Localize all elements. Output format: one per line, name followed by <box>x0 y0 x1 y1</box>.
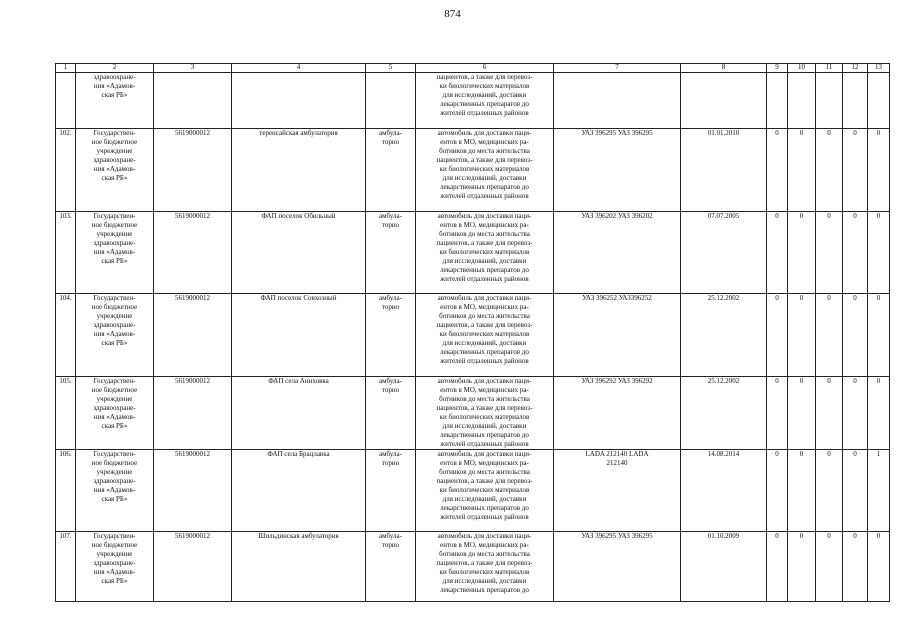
date-cell: 01.10.2009 <box>681 532 767 602</box>
page-number: 874 <box>444 8 461 20</box>
vehicle-cell: УАЗ 396295 УАЗ 396295 <box>554 129 681 212</box>
value-cell: 0 <box>788 294 816 377</box>
organization-cell: Государствен- ное бюджетное учреждение здравоохране- ния «Адамов- ская РБ» <box>76 532 154 602</box>
value-cell: 0 <box>816 377 843 450</box>
row-number: 102. <box>56 129 76 212</box>
value-cell: 1 <box>868 450 890 532</box>
code-cell: 5619000012 <box>154 532 232 602</box>
organization-cell: Государствен- ное бюджетное учреждение здравоохране- ния «Адамов- ская РБ» <box>76 377 154 450</box>
date-cell: 14.08.2014 <box>681 450 767 532</box>
value-cell: 0 <box>843 450 868 532</box>
facility-cell: ФАП поселок Совхозный <box>232 294 366 377</box>
type-cell: амбула- торно <box>366 212 416 294</box>
value-cell: 0 <box>767 129 788 212</box>
value-cell: 0 <box>816 532 843 602</box>
column-header: 9 <box>767 64 788 73</box>
column-header: 1 <box>56 64 76 73</box>
organization-cell: здравоохране- ния «Адамов- ская РБ» <box>76 73 154 129</box>
row-number: 106. <box>56 450 76 532</box>
facility-cell: теренсайская амбулатория <box>232 129 366 212</box>
facility-cell: ФАП поселок Обильный <box>232 212 366 294</box>
column-header: 3 <box>154 64 232 73</box>
value-cell: 0 <box>767 532 788 602</box>
facility-cell: ФАП села Аниховка <box>232 377 366 450</box>
table-row <box>56 377 890 450</box>
value-cell: 0 <box>788 212 816 294</box>
column-header: 10 <box>788 64 816 73</box>
value-cell: 0 <box>843 294 868 377</box>
organization-cell: Государствен- ное бюджетное учреждение здравоохране- ния «Адамов- ская РБ» <box>76 129 154 212</box>
table-row <box>56 450 890 532</box>
code-cell: 5619000012 <box>154 377 232 450</box>
date-cell: 07.07.2005 <box>681 212 767 294</box>
organization-cell: Государствен- ное бюджетное учреждение здравоохране- ния «Адамов- ская РБ» <box>76 294 154 377</box>
row-number: 104. <box>56 294 76 377</box>
table-row <box>56 532 890 602</box>
purpose-cell: автомобиль для доставки паци- ентов в МО, медицинских ра- ботников до места жительства пациентов, а также для перевоз- ки биологических материалов для исследований, доставки лекарственных препаратов до жителей отдаленных районов <box>416 450 554 532</box>
row-number: 103. <box>56 212 76 294</box>
column-header: 6 <box>416 64 554 73</box>
value-cell: 0 <box>868 532 890 602</box>
type-cell: амбула- торно <box>366 377 416 450</box>
vehicle-cell: УАЗ 396295 УАЗ 396295 <box>554 532 681 602</box>
column-header: 8 <box>681 64 767 73</box>
row-number: 107. <box>56 532 76 602</box>
type-cell: амбула- торно <box>366 532 416 602</box>
value-cell: 0 <box>767 377 788 450</box>
value-cell: 0 <box>843 532 868 602</box>
type-cell: амбула- торно <box>366 450 416 532</box>
organization-cell: Государствен- ное бюджетное учреждение здравоохране- ния «Адамов- ская РБ» <box>76 450 154 532</box>
date-cell: 01.01.2010 <box>681 129 767 212</box>
column-header: 4 <box>232 64 366 73</box>
date-cell: 25.12.2002 <box>681 377 767 450</box>
value-cell: 0 <box>843 377 868 450</box>
header-row <box>56 64 890 73</box>
table-row <box>56 212 890 294</box>
type-cell: амбула- торно <box>366 294 416 377</box>
value-cell: 0 <box>843 129 868 212</box>
vehicle-cell: УАЗ 396252 УАЗ396252 <box>554 294 681 377</box>
value-cell: 0 <box>816 129 843 212</box>
purpose-cell: автомобиль для доставки паци- ентов в МО, медицинских ра- ботников до места жительства пациентов, а также для перевоз- ки биологических материалов для исследований, доставки лекарственных препаратов до жителей отдаленных районов <box>416 212 554 294</box>
facility-cell: Шильдинская амбулатория <box>232 532 366 602</box>
value-cell: 0 <box>816 294 843 377</box>
value-cell: 0 <box>767 450 788 532</box>
value-cell: 0 <box>788 377 816 450</box>
table-row <box>56 294 890 377</box>
value-cell: 0 <box>843 212 868 294</box>
value-cell: 0 <box>868 212 890 294</box>
vehicle-table <box>55 63 890 602</box>
column-header: 12 <box>843 64 868 73</box>
vehicle-cell: УАЗ 396292 УАЗ 396292 <box>554 377 681 450</box>
table-row-continuation <box>56 73 890 129</box>
value-cell: 0 <box>868 377 890 450</box>
row-number: 105. <box>56 377 76 450</box>
vehicle-cell: LADA 212140 LADA 212140 <box>554 450 681 532</box>
table-row <box>56 129 890 212</box>
column-header: 13 <box>868 64 890 73</box>
column-header: 2 <box>76 64 154 73</box>
value-cell: 0 <box>816 450 843 532</box>
code-cell: 5619000012 <box>154 129 232 212</box>
column-header: 7 <box>554 64 681 73</box>
vehicle-cell: УАЗ 396202 УАЗ 396202 <box>554 212 681 294</box>
code-cell: 5619000012 <box>154 294 232 377</box>
value-cell: 0 <box>868 294 890 377</box>
column-header: 5 <box>366 64 416 73</box>
value-cell: 0 <box>767 294 788 377</box>
purpose-cell: автомобиль для доставки паци- ентов в МО, медицинских ра- ботников до места жительства пациентов, а также для перевоз- ки биологических материалов для исследований, доставки лекарственных препаратов до жителей отдаленных районов <box>416 377 554 450</box>
organization-cell: Государствен- ное бюджетное учреждение здравоохране- ния «Адамов- ская РБ» <box>76 212 154 294</box>
purpose-cell: автомобиль для доставки паци- ентов в МО, медицинских ра- ботников до места жительства пациентов, а также для перевоз- ки биологических материалов для исследований, доставки лекарственных препаратов до жителей отдаленных районов <box>416 129 554 212</box>
code-cell: 5619000012 <box>154 450 232 532</box>
value-cell: 0 <box>816 212 843 294</box>
facility-cell: ФАП села Брацлавка <box>232 450 366 532</box>
purpose-cell: пациентов, а также для перевоз- ки биологических материалов для исследований, доставки лекарственных препаратов до жителей отдаленных районов <box>416 73 554 129</box>
column-header: 11 <box>816 64 843 73</box>
value-cell: 0 <box>788 532 816 602</box>
code-cell: 5619000012 <box>154 212 232 294</box>
purpose-cell: автомобиль для доставки паци- ентов в МО, медицинских ра- ботников до места жительства пациентов, а также для перевоз- ки биологических материалов для исследований, доставки лекарственных препаратов до <box>416 532 554 602</box>
purpose-cell: автомобиль для доставки паци- ентов в МО, медицинских ра- ботников до места жительства пациентов, а также для перевоз- ки биологических материалов для исследований, доставки лекарственных препаратов до жителей отдаленных районов <box>416 294 554 377</box>
type-cell: амбула- торно <box>366 129 416 212</box>
value-cell: 0 <box>788 129 816 212</box>
date-cell: 25.12.2002 <box>681 294 767 377</box>
value-cell: 0 <box>788 450 816 532</box>
value-cell: 0 <box>767 212 788 294</box>
value-cell: 0 <box>868 129 890 212</box>
